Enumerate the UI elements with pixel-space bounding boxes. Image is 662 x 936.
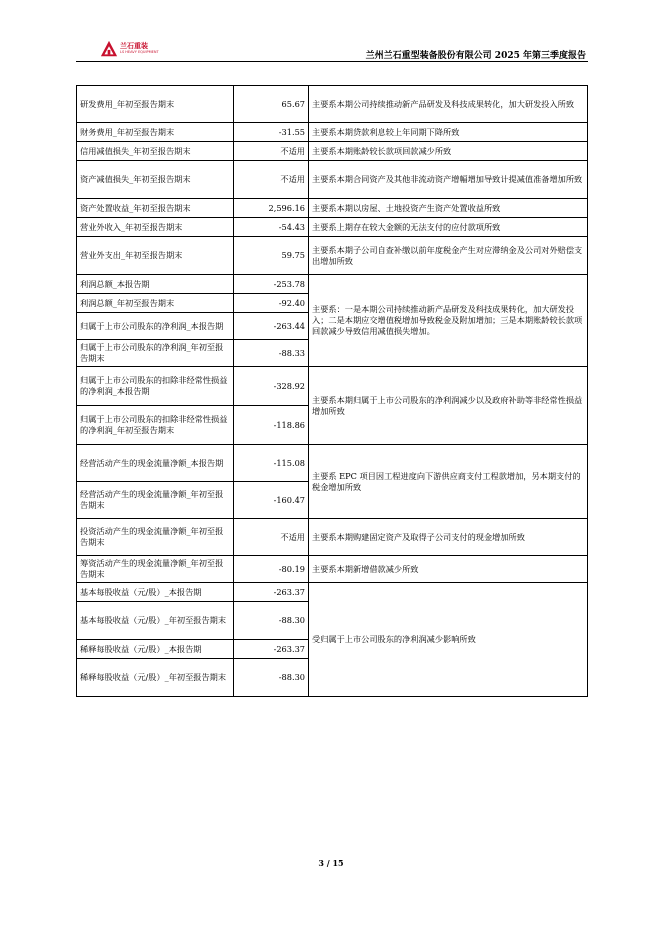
row-value: -31.55 [234,123,309,142]
row-item: 归属于上市公司股东的扣除非经常性损益的净利润_年初至报告期末 [77,406,234,445]
table-row [77,86,588,123]
row-item: 资产处置收益_年初至报告期末 [77,199,234,218]
row-value: -263.44 [234,313,309,340]
row-item: 研发费用_年初至报告期末 [77,86,234,123]
row-item: 投资活动产生的现金流量净额_年初至报告期末 [77,519,234,556]
row-value: -88.33 [234,340,309,367]
row-reason: 主要系本期新增借款减少所致 [309,556,588,583]
row-reason: 主要系上期存在较大金额的无法支付的应付款项所致 [309,218,588,237]
page-header [76,38,588,62]
row-value: -253.78 [234,275,309,294]
row-item: 归属于上市公司股东的扣除非经常性损益的净利润_本报告期 [77,367,234,406]
row-value: -263.37 [234,640,309,659]
table-row [77,142,588,161]
logo-mark-icon [100,40,118,58]
table-row [77,583,588,602]
row-value: -118.86 [234,406,309,445]
row-item: 归属于上市公司股东的净利润_本报告期 [77,313,234,340]
table-row [77,275,588,294]
page-number: 3 / 15 [318,858,344,868]
row-item: 基本每股收益（元/股）_本报告期 [77,583,234,602]
report-title: 兰州兰石重型装备股份有限公司 2025 年第三季度报告 [365,51,586,61]
row-reason: 主要系：一是本期公司持续推动新产品研发及科技成果转化，加大研发投入；二是本期应交增值税增加导致税金及附加增加；三是本期账龄较长款项回款减少导致信用减值损失增加。 [309,275,588,367]
row-reason: 主要系本期合同资产及其他非流动资产增幅增加导致计提减值准备增加所致 [309,161,588,199]
row-value: 不适用 [234,519,309,556]
row-value: -80.19 [234,556,309,583]
row-value: -328.92 [234,367,309,406]
row-value: -115.08 [234,445,309,482]
row-item: 经营活动产生的现金流量净额_年初至报告期末 [77,482,234,519]
row-reason: 主要系 EPC 项目因工程进度向下游供应商支付工程款增加，另本期支付的税金增加所致 [309,445,588,519]
row-value: -263.37 [234,583,309,602]
row-item: 筹资活动产生的现金流量净额_年初至报告期末 [77,556,234,583]
row-item: 信用减值损失_年初至报告期末 [77,142,234,161]
row-item: 利润总额_年初至报告期末 [77,294,234,313]
row-item: 资产减值损失_年初至报告期末 [77,161,234,199]
row-item: 经营活动产生的现金流量净额_本报告期 [77,445,234,482]
row-item: 营业外收入_年初至报告期末 [77,218,234,237]
row-item: 营业外支出_年初至报告期末 [77,237,234,275]
table-row [77,199,588,218]
row-value: 65.67 [234,86,309,123]
table-row [77,445,588,482]
row-item: 基本每股收益（元/股）_年初至报告期末 [77,602,234,640]
row-item: 归属于上市公司股东的净利润_年初至报告期末 [77,340,234,367]
row-reason: 主要系本期归属于上市公司股东的净利润减少以及政府补助等非经常性损益增加所致 [309,367,588,445]
row-reason: 主要系本期公司持续推动新产品研发及科技成果转化，加大研发投入所致 [309,86,588,123]
row-value: 不适用 [234,161,309,199]
row-item: 财务费用_年初至报告期末 [77,123,234,142]
table-row [77,123,588,142]
row-value: 2,596.16 [234,199,309,218]
row-value: -54.43 [234,218,309,237]
row-value: -160.47 [234,482,309,519]
row-reason: 受归属于上市公司股东的净利润减少影响所致 [309,583,588,697]
table-row [77,237,588,275]
row-reason: 主要系本期购建固定资产及取得子公司支付的现金增加所致 [309,519,588,556]
row-item: 稀释每股收益（元/股）_本报告期 [77,640,234,659]
table-row [77,519,588,556]
financial-changes-table [76,85,588,697]
row-value: -92.40 [234,294,309,313]
row-value: -88.30 [234,659,309,697]
company-logo [100,40,160,60]
logo-english-text: LS HEAVY EQUIPMENT [120,50,159,54]
table-row [77,556,588,583]
row-item: 稀释每股收益（元/股）_年初至报告期末 [77,659,234,697]
row-item: 利润总额_本报告期 [77,275,234,294]
row-reason: 主要系本期子公司自查补缴以前年度税金产生对应滞纳金及公司对外赔偿支出增加所致 [309,237,588,275]
row-reason: 主要系本期贷款利息较上年同期下降所致 [309,123,588,142]
table-row [77,161,588,199]
row-value: 59.75 [234,237,309,275]
header-divider [76,61,588,62]
row-value: -88.30 [234,602,309,640]
table-row [77,367,588,406]
logo-chinese-text: 兰石重装 [120,42,148,50]
row-reason: 主要系本期以房屋、土地投资产生资产处置收益所致 [309,199,588,218]
row-value: 不适用 [234,142,309,161]
table-row [77,218,588,237]
row-reason: 主要系本期账龄较长款项回款减少所致 [309,142,588,161]
